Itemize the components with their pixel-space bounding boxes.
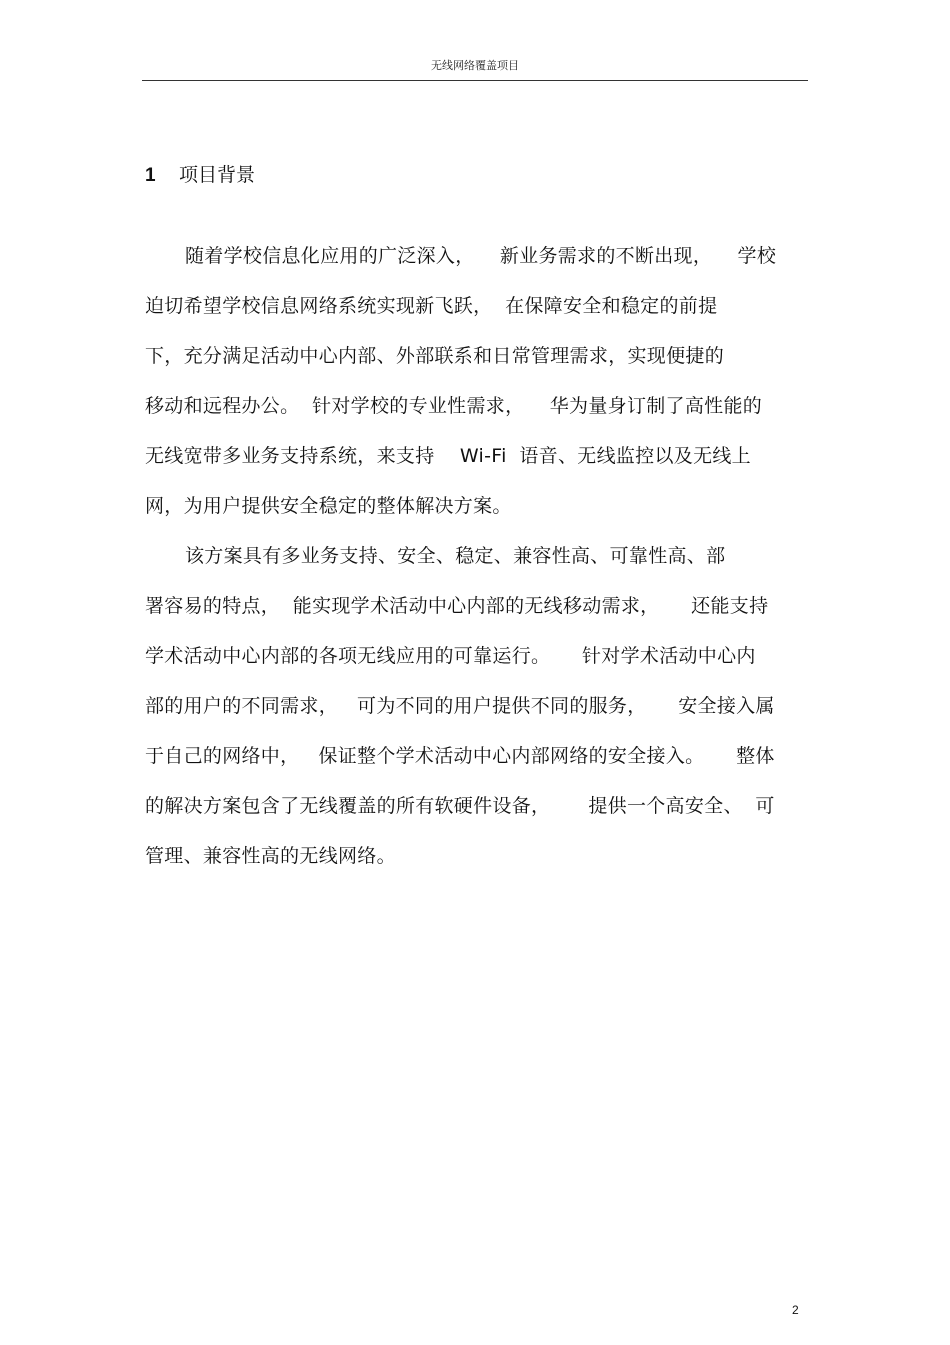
paragraph-line: 移动和远程办公。 针对学校的专业性需求， 华为量身订制了高性能的 xyxy=(145,395,763,417)
paragraph-line: 无线宽带多业务支持系统，来支持 Wi-Fi 语音、无线监控以及无线上 xyxy=(145,445,751,467)
paragraph-line: 学术活动中心内部的各项无线应用的可靠运行。 针对学术活动中心内 xyxy=(145,645,756,667)
section-number: 1 xyxy=(145,165,156,186)
paragraph-line: 迫切希望学校信息网络系统实现新飞跃， 在保障安全和稳定的前提 xyxy=(145,295,718,317)
paragraph-line: 署容易的特点， 能实现学术活动中心内部的无线移动需求， 还能支持 xyxy=(145,595,769,617)
paragraph-line: 下，充分满足活动中心内部、外部联系和日常管理需求，实现便捷的 xyxy=(145,345,725,367)
page-number: 2 xyxy=(792,1303,799,1317)
paragraph-line: 于自己的网络中， 保证整个学术活动中心内部网络的安全接入。 整体 xyxy=(145,745,775,767)
paragraph-line: 随着学校信息化应用的广泛深入， 新业务需求的不断出现， 学校 xyxy=(185,245,777,267)
paragraph-line: 管理、兼容性高的无线网络。 xyxy=(145,845,396,867)
paragraph-line: 部的用户的不同需求， 可为不同的用户提供不同的服务， 安全接入属 xyxy=(145,695,775,717)
section-title: 项目背景 xyxy=(179,164,256,186)
header-rule xyxy=(142,80,808,81)
paragraph-line: 网，为用户提供安全稳定的整体解决方案。 xyxy=(145,495,512,517)
section-heading xyxy=(145,160,255,191)
paragraph-line: 的解决方案包含了无线覆盖的所有软硬件设备， 提供一个高安全、 可 xyxy=(145,795,775,817)
running-header: 无线网络覆盖项目 xyxy=(431,59,519,72)
paragraph-line: 该方案具有多业务支持、安全、稳定、兼容性高、可靠性高、部 xyxy=(185,545,726,567)
